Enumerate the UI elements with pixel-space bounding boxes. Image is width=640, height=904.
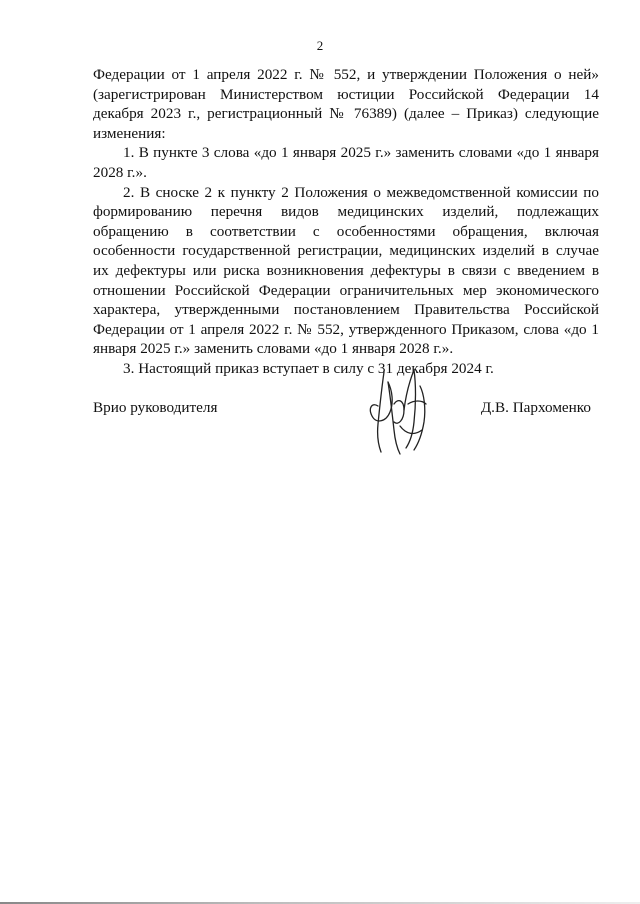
paragraph-item-2: 2. В сноске 2 к пункту 2 Положения о межведомственной комиссии по формированию перечня видов медицинских изделий, подлежащих обращению в соответствии с особенностями обращения, включая особенности государственной регистрации, медицинских изделий в случае их дефектуры или риска возникновения дефектуры в связи с введением в отношении Российской Федерации ограничительных мер экономического характера, утвержденными постановлением Правительства Российской Федерации от 1 апреля 2022 г. № 552, утвержденного Приказом, слова «до 1 января 2025 г.» заменить словами «до 1 января 2028 г.». [93, 183, 599, 358]
signatory-name: Д.В. Пархоменко [480, 399, 591, 416]
handwritten-signature [364, 364, 436, 460]
paragraph-item-1: 1. В пункте 3 слова «до 1 января 2025 г.» заменить словами «до 1 января 2028 г.». [93, 144, 599, 181]
signatory-title: Врио руководителя [93, 399, 218, 416]
page-number: 2 [316, 38, 324, 53]
document-body [93, 65, 599, 379]
signature-block [93, 398, 599, 422]
paragraph-continuation: Федерации от 1 апреля 2022 г. № 552, и утверждении Положения о ней» (зарегистрирован Министерством юстиции Российской Федерации 14 декабря 2023 г., регистрационный № 76389) (далее – Приказ) следующие изменения: [93, 66, 599, 142]
paragraph-item-3: 3. Настоящий приказ вступает в силу с 31 декабря 2024 г. [123, 359, 494, 377]
